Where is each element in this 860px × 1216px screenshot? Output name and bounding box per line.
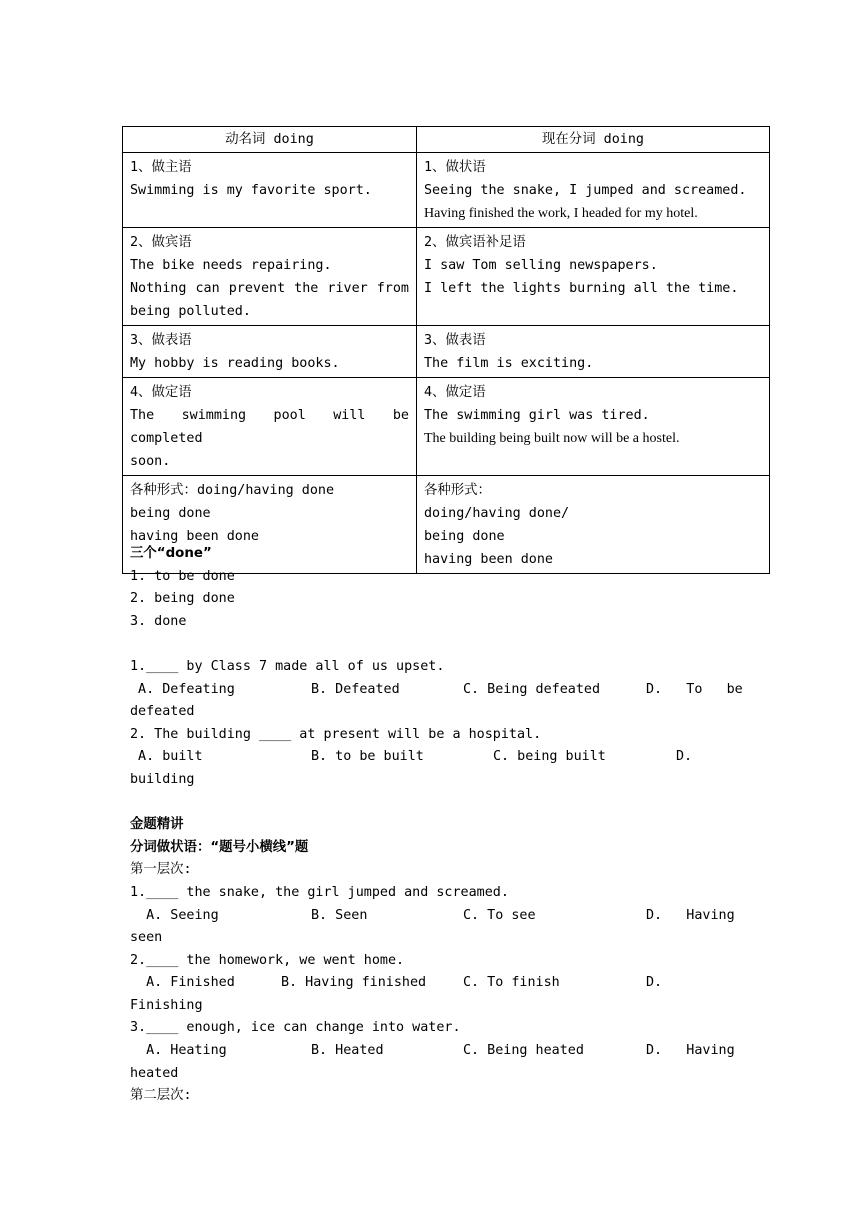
level-heading: 第一层次:	[130, 862, 192, 878]
option-d: D.	[676, 749, 693, 765]
option-c: C. To finish	[463, 975, 560, 991]
cell-line: 2、做宾语	[130, 235, 192, 250]
option-c: C. Being defeated	[463, 681, 601, 697]
cell-line: Having finished the work, I headed for my hotel.	[424, 206, 698, 221]
cell-line: I left the lights burning all the time.	[424, 281, 739, 296]
table-cell	[417, 153, 770, 228]
question-options	[130, 905, 770, 928]
three-done-title: 三个“done”	[130, 546, 212, 561]
gold-title: 金题精讲	[130, 817, 184, 833]
cell-line: 1、做状语	[424, 160, 486, 175]
option-wrap: Finishing	[130, 997, 203, 1013]
option-a: A. built	[130, 749, 203, 765]
cell-line: I saw Tom selling newspapers.	[424, 258, 658, 273]
exercise-section	[130, 543, 770, 1108]
option-c: C. To see	[463, 907, 536, 923]
level-heading: 第二层次:	[130, 1088, 192, 1104]
option-d: D. To be	[646, 681, 743, 697]
cell-line: The building being built now will be a hostel.	[424, 431, 680, 446]
option-b: B. to be built	[311, 749, 424, 765]
cell-line: having been done	[130, 529, 259, 544]
option-a: A. Finished	[130, 975, 235, 991]
cell-line: Swimming is my favorite sport.	[130, 183, 372, 198]
header-gerund: 动名词 doing	[123, 127, 417, 153]
option-wrap: seen	[130, 930, 163, 946]
option-c: C. Being heated	[463, 1043, 584, 1059]
cell-line: being polluted.	[130, 304, 251, 319]
cell-line: being done	[424, 529, 505, 544]
cell-line: 1、做主语	[130, 160, 192, 175]
option-c: C. being built	[493, 749, 606, 765]
list-item: 1. to be done	[130, 568, 235, 584]
cell-line: 4、做定语	[424, 385, 486, 400]
cell-line: My hobby is reading books.	[130, 356, 340, 371]
question-options	[130, 1040, 770, 1063]
table-cell	[417, 378, 770, 476]
question-options	[130, 746, 770, 769]
cell-line: The swimming girl was tired.	[424, 408, 650, 423]
cell-line: The bike needs repairing.	[130, 258, 332, 273]
cell-line: Nothing can prevent the river from	[130, 281, 409, 296]
cell-line: The film is exciting.	[424, 356, 594, 371]
table-cell	[417, 228, 770, 326]
cell-line: 3、做表语	[424, 333, 486, 348]
list-item: 2. being done	[130, 591, 235, 607]
option-d: D. Having	[646, 1043, 735, 1059]
table-cell	[123, 378, 417, 476]
question-stem: 1.____ the snake, the girl jumped and screamed.	[130, 884, 509, 900]
cell-line: 4、做定语	[130, 385, 192, 400]
cell-line: doing/having done/	[424, 506, 570, 521]
table-cell	[417, 326, 770, 378]
question-stem: 3.____ enough, ice can change into water.	[130, 1020, 461, 1036]
table-cell	[123, 326, 417, 378]
option-wrap: heated	[130, 1065, 179, 1081]
option-d: D.	[646, 975, 663, 991]
cell-line: 2、做宾语补足语	[424, 235, 526, 250]
option-d: D. Having	[646, 907, 735, 923]
spacer	[130, 633, 770, 656]
cell-line: 3、做表语	[130, 333, 192, 348]
question-stem: 2.____ the homework, we went home.	[130, 952, 405, 968]
option-wrap: defeated	[130, 704, 195, 720]
grammar-comparison-table	[122, 126, 770, 574]
cell-line: The swimming pool will be completed	[130, 408, 409, 446]
cell-line: having been done	[424, 552, 553, 567]
question-stem: 1.____ by Class 7 made all of us upset.	[130, 658, 445, 674]
table-header-row	[123, 127, 770, 153]
table-row	[123, 326, 770, 378]
option-b: B. Heated	[311, 1043, 384, 1059]
option-b: B. Having finished	[281, 975, 427, 991]
header-present-participle: 现在分词 doing	[417, 127, 770, 153]
table-row	[123, 378, 770, 476]
spacer	[130, 792, 770, 815]
option-b: B. Defeated	[311, 681, 400, 697]
option-wrap: building	[130, 771, 195, 787]
option-a: A. Seeing	[130, 907, 219, 923]
cell-line: being done	[130, 506, 211, 521]
cell-line: Seeing the snake, I jumped and screamed.	[424, 183, 747, 198]
option-b: B. Seen	[311, 907, 368, 923]
table-row	[123, 228, 770, 326]
question-options	[130, 972, 770, 995]
table-row	[123, 153, 770, 228]
question-stem: 2. The building ____ at present will be a hospital.	[130, 726, 542, 742]
table-cell	[123, 228, 417, 326]
question-options	[130, 679, 770, 702]
option-a: A. Defeating	[130, 681, 235, 697]
option-a: A. Heating	[130, 1043, 227, 1059]
gold-subtitle: 分词做状语：“题号小横线”题	[130, 839, 309, 855]
list-item: 3. done	[130, 613, 187, 629]
table-cell	[123, 153, 417, 228]
cell-line: 各种形式：doing/having done	[130, 483, 335, 498]
cell-line: soon.	[130, 454, 171, 469]
cell-line: 各种形式：	[424, 483, 491, 498]
